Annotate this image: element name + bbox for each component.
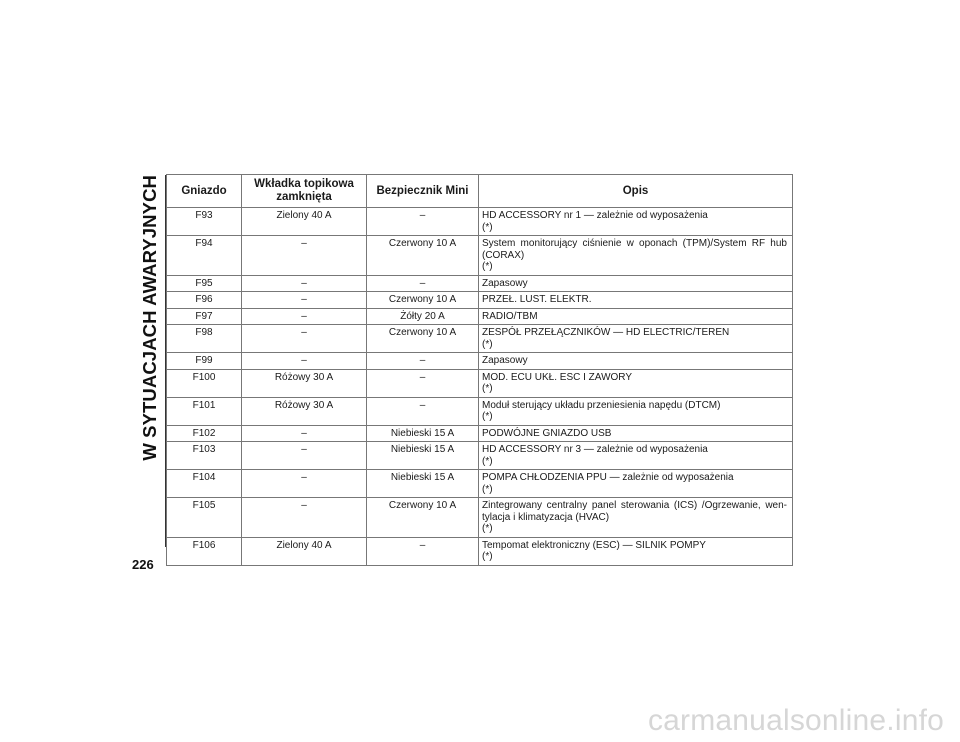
cell-blade-fuse: Zielony 40 A [242, 208, 367, 236]
cell-blade-fuse: – [242, 308, 367, 325]
description-line: MOD. ECU UKŁ. ESC I ZAWORY [482, 371, 633, 383]
description-line: POMPA CHŁODZENIA PPU — zależnie od wyposażenia [482, 472, 734, 483]
description-line: HD ACCESSORY nr 3 — zależnie od wyposażenia [482, 444, 708, 455]
description-line: (*) [482, 383, 493, 394]
header-mini-fuse: Bezpiecznik Mini [367, 175, 479, 208]
cell-description [479, 325, 793, 353]
description-line: HD ACCESSORY nr 1 — zależnie od wyposażenia [482, 210, 708, 221]
section-title: W SYTUACJACH AWARYJNYCH [139, 175, 160, 461]
table-row [167, 425, 793, 442]
cell-mini-fuse: Niebieski 15 A [367, 470, 479, 498]
table-row [167, 369, 793, 397]
description-line: (*) [482, 523, 493, 534]
cell-blade-fuse: – [242, 292, 367, 309]
fuse-table [166, 174, 793, 566]
cell-mini-fuse: Czerwony 10 A [367, 236, 479, 276]
table-row [167, 275, 793, 292]
description-line: Zintegrowany centralny panel sterowania (ICS) /Ogrzewanie, wen-tylacja i klimatyzacja (HVAC) [482, 500, 787, 523]
description-line: (*) [482, 483, 493, 495]
cell-description [479, 425, 793, 442]
cell-blade-fuse: Różowy 30 A [242, 369, 367, 397]
cell-description [479, 369, 793, 397]
table-row [167, 442, 793, 470]
cell-blade-fuse: – [242, 470, 367, 498]
cell-blade-fuse: Zielony 40 A [242, 537, 367, 565]
cell-socket: F97 [167, 308, 242, 325]
cell-mini-fuse: – [367, 275, 479, 292]
description-line: (*) [482, 551, 493, 562]
cell-socket: F106 [167, 537, 242, 565]
cell-socket: F104 [167, 470, 242, 498]
table-row [167, 236, 793, 276]
side-section-tab [134, 175, 166, 547]
header-socket: Gniazdo [167, 175, 242, 208]
cell-socket: F96 [167, 292, 242, 309]
cell-mini-fuse: Czerwony 10 A [367, 498, 479, 538]
cell-socket: F102 [167, 425, 242, 442]
description-line: Zapasowy [482, 277, 528, 289]
description-line: Tempomat elektroniczny (ESC) — SILNIK POMPY [482, 539, 706, 551]
description-line: PODWÓJNE GNIAZDO USB [482, 427, 612, 439]
cell-blade-fuse: – [242, 498, 367, 538]
cell-blade-fuse: – [242, 325, 367, 353]
header-description: Opis [479, 175, 793, 208]
cell-mini-fuse: – [367, 353, 479, 370]
cell-description [479, 208, 793, 236]
cell-description [479, 236, 793, 276]
watermark: carmanualsonline.info [647, 704, 944, 737]
cell-socket: F99 [167, 353, 242, 370]
cell-description [479, 470, 793, 498]
cell-socket: F105 [167, 498, 242, 538]
table-row [167, 353, 793, 370]
cell-mini-fuse: Czerwony 10 A [367, 325, 479, 353]
cell-mini-fuse: – [367, 397, 479, 425]
table-row [167, 498, 793, 538]
description-line: (*) [482, 261, 493, 272]
cell-mini-fuse: Czerwony 10 A [367, 292, 479, 309]
cell-socket: F93 [167, 208, 242, 236]
table-header-row [167, 175, 793, 208]
description-line: (*) [482, 338, 493, 350]
description-line: (*) [482, 221, 493, 233]
cell-mini-fuse: Niebieski 15 A [367, 442, 479, 470]
description-line: Moduł sterujący układu przeniesienia napędu (DTCM) [482, 399, 721, 411]
description-line: PRZEŁ. LUST. ELEKTR. [482, 294, 592, 305]
table-row [167, 308, 793, 325]
cell-blade-fuse: – [242, 275, 367, 292]
description-line: Zapasowy [482, 355, 528, 366]
table-row [167, 537, 793, 565]
cell-mini-fuse: Żółty 20 A [367, 308, 479, 325]
cell-description [479, 308, 793, 325]
cell-description [479, 442, 793, 470]
description-line: RADIO/TBM [482, 310, 538, 322]
cell-socket: F98 [167, 325, 242, 353]
table-body [167, 208, 793, 566]
cell-socket: F103 [167, 442, 242, 470]
cell-description [479, 397, 793, 425]
cell-socket: F101 [167, 397, 242, 425]
cell-socket: F95 [167, 275, 242, 292]
cell-blade-fuse: Różowy 30 A [242, 397, 367, 425]
description-line: (*) [482, 455, 493, 467]
cell-mini-fuse: Niebieski 15 A [367, 425, 479, 442]
table-row [167, 325, 793, 353]
table-row [167, 470, 793, 498]
cell-description [479, 275, 793, 292]
cell-socket: F100 [167, 369, 242, 397]
cell-socket: F94 [167, 236, 242, 276]
cell-description [479, 292, 793, 309]
description-line: (*) [482, 411, 493, 422]
cell-mini-fuse: – [367, 208, 479, 236]
header-blade-fuse: Wkładka topikowa zamknięta [242, 175, 367, 208]
description-line: System monitorujący ciśnienie w oponach (TPM)/System RF hub (CORAX) [482, 238, 787, 261]
cell-description [479, 498, 793, 538]
cell-blade-fuse: – [242, 353, 367, 370]
cell-blade-fuse: – [242, 425, 367, 442]
cell-mini-fuse: – [367, 537, 479, 565]
cell-description [479, 537, 793, 565]
cell-blade-fuse: – [242, 442, 367, 470]
cell-description [479, 353, 793, 370]
table-row [167, 208, 793, 236]
cell-blade-fuse: – [242, 236, 367, 276]
table-row [167, 397, 793, 425]
page-number: 226 [132, 557, 154, 572]
table-row [167, 292, 793, 309]
cell-mini-fuse: – [367, 369, 479, 397]
description-line: ZESPÓŁ PRZEŁĄCZNIKÓW — HD ELECTRIC/TEREN [482, 327, 730, 338]
